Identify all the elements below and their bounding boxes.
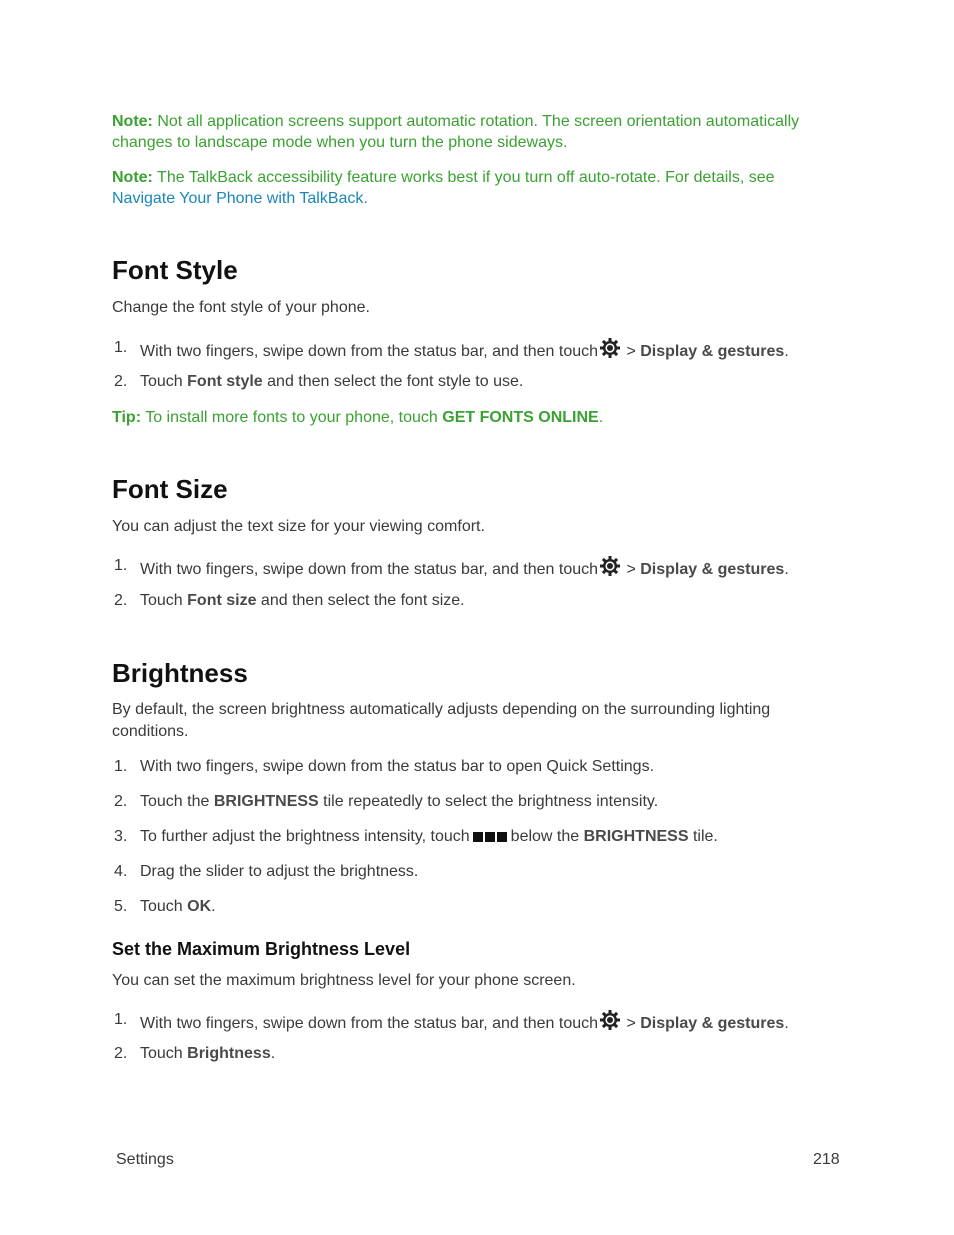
step-gt: >	[622, 343, 641, 360]
step-punct: .	[211, 898, 216, 915]
font-style-label: Font style	[187, 373, 263, 390]
tip-text: To install more fonts to your phone, touch	[141, 409, 443, 426]
step-text: tile repeatedly to select the brightness intensity.	[318, 793, 659, 810]
step-text: and then select the font size.	[256, 592, 465, 609]
step-text: Touch	[140, 592, 188, 609]
font-style-intro: Change the font style of your phone.	[112, 299, 370, 316]
step-punct: .	[784, 343, 789, 360]
step-text: With two fingers, swipe down from the status bar, and then touch	[140, 343, 599, 360]
step-number: 4.	[114, 863, 128, 880]
step-number: 1.	[114, 758, 128, 775]
more-options-icon	[473, 827, 509, 849]
note-text: The TalkBack accessibility feature works best if you turn off auto-rotate. For details, see	[152, 169, 775, 186]
step-gt: >	[622, 561, 641, 578]
step-number: 3.	[114, 828, 128, 845]
step-number: 2.	[114, 1045, 128, 1062]
font-style-heading: Font Style	[112, 255, 238, 285]
note-talkback	[112, 167, 837, 209]
step-number: 2.	[114, 793, 128, 810]
step-punct: .	[784, 561, 789, 578]
tip-punct: .	[598, 409, 604, 426]
settings-gear-icon	[599, 337, 621, 359]
step-number: 5.	[114, 898, 128, 915]
display-gestures-label: Display & gestures	[640, 343, 785, 360]
step-text: Touch	[140, 1045, 188, 1062]
step-gt: >	[622, 1015, 641, 1032]
step-number: 1.	[114, 557, 128, 574]
step-text: Touch	[140, 898, 188, 915]
step-text: Touch	[140, 373, 188, 390]
tip-label: Tip:	[112, 409, 142, 426]
note-label: Note:	[112, 113, 153, 130]
step-text: and then select the font style to use.	[262, 373, 524, 390]
step-punct: .	[270, 1045, 276, 1062]
step-text: With two fingers, swipe down from the status bar, and then touch	[140, 1015, 599, 1032]
step-text: below the	[510, 828, 584, 845]
font-size-label: Font size	[187, 592, 257, 609]
step-text: With two fingers, swipe down from the status bar, and then touch	[140, 561, 599, 578]
footer-section: Settings	[116, 1151, 174, 1168]
max-brightness-intro: You can set the maximum brightness level for your phone screen.	[112, 972, 576, 989]
display-gestures-label: Display & gestures	[640, 1015, 785, 1032]
brightness-heading: Brightness	[112, 658, 248, 688]
ok-label: OK	[187, 898, 212, 915]
settings-gear-icon	[599, 1009, 621, 1031]
brightness-label: Brightness	[187, 1045, 271, 1062]
brightness-tile-label: BRIGHTNESS	[213, 793, 319, 810]
step-text: tile.	[688, 828, 718, 845]
note-label: Note:	[112, 169, 153, 186]
tip-fonts	[112, 407, 837, 428]
step-text: Touch the	[140, 793, 214, 810]
step-number: 2.	[114, 373, 128, 390]
step-number: 2.	[114, 592, 128, 609]
get-fonts-online-label: GET FONTS ONLINE	[442, 409, 599, 426]
note-text: Not all application screens support automatic rotation. The screen orientation automatically changes to landscape mode when you turn the phone sideways.	[112, 113, 800, 151]
brightness-intro: By default, the screen brightness automatically adjusts depending on the surrounding lighting conditions.	[112, 701, 771, 740]
font-size-heading: Font Size	[112, 474, 228, 504]
step-number: 1.	[114, 1011, 128, 1028]
step-text: Drag the slider to adjust the brightness.	[140, 863, 419, 880]
step-text: To further adjust the brightness intensity, touch	[140, 828, 470, 845]
max-brightness-heading: Set the Maximum Brightness Level	[112, 939, 411, 959]
note-rotation	[112, 111, 837, 153]
step-text: With two fingers, swipe down from the status bar to open Quick Settings.	[140, 758, 655, 775]
step-number: 1.	[114, 339, 128, 356]
display-gestures-label: Display & gestures	[640, 561, 785, 578]
settings-gear-icon	[599, 555, 621, 577]
footer-page-number: 218	[813, 1151, 840, 1168]
brightness-tile-label: BRIGHTNESS	[583, 828, 689, 845]
step-punct: .	[784, 1015, 789, 1032]
talkback-link[interactable]: Navigate Your Phone with TalkBack.	[112, 190, 368, 207]
font-size-intro: You can adjust the text size for your viewing comfort.	[112, 518, 485, 535]
